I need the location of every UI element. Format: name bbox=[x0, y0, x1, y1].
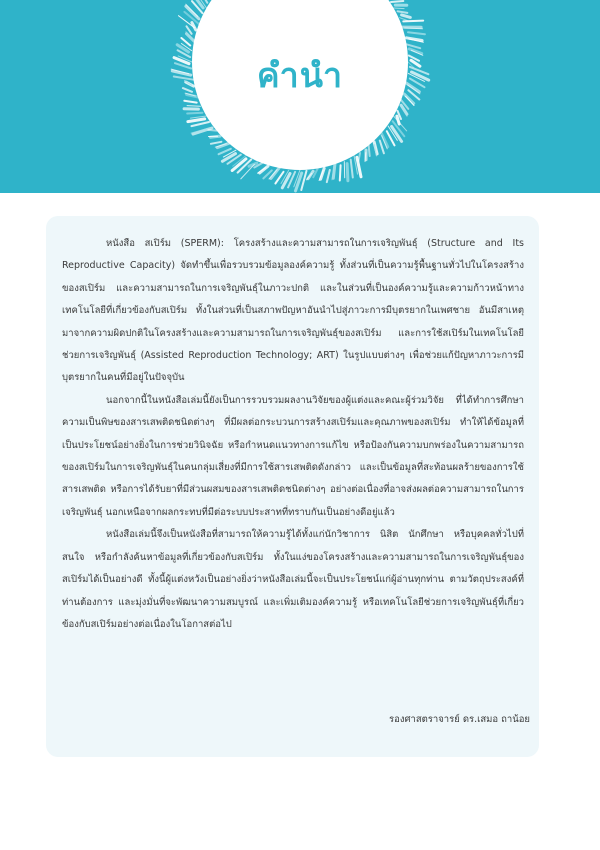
brush-stroke bbox=[391, 1, 403, 2]
header-banner bbox=[0, 0, 600, 193]
brush-stroke bbox=[408, 32, 425, 34]
brush-stroke bbox=[192, 122, 210, 126]
brush-stroke bbox=[402, 15, 411, 18]
brush-stroke bbox=[219, 149, 231, 154]
brush-stroke bbox=[321, 168, 325, 179]
brush-stroke bbox=[347, 164, 348, 181]
author-signature: รองศาสตราจารย์ ดร.เสมอ ถาน้อย bbox=[389, 714, 530, 725]
brush-stroke bbox=[188, 119, 205, 122]
brush-stroke bbox=[369, 145, 370, 156]
paragraph-3: หนังสือเล่มนี้จึงเป็นหนังสือที่สามารถให้ความรู้ได้ทั้งแก่นักวิชาการ นิสิต นักศึกษา หรือบุคคลทั่วไปที่สนใจ หรือกำลังค้นหาข้อมูลที่เกี่ยวข้องกับสเปิร์ม ทั้งในแง่ของโครงสร้างและความสามารถในการเจริญพันธุ์ของสเปิร์มได้เป็นอย่างดี ทั้งนี้ผู้แต่งหวังเป็นอย่างยิ่งว่าหนังสือเล่มนี้จะเป็นประโยชน์แก่ผู้อ่านทุกท่าน ตามวัตถุประสงค์ที่ท่านต้องการ และมุ่งมั่นที่จะพัฒนาความสมบูรณ์ และเพิ่มเติมองค์ความรู้ หรือเทคโนโลยีช่วยการเจริญพันธุ์ที่เกี่ยวข้องกับสเปิร์มอย่างต่อเนื่องในโอกาสต่อไป bbox=[62, 529, 524, 630]
brush-stroke bbox=[313, 169, 317, 178]
brush-stroke bbox=[193, 128, 212, 134]
paragraph-1: หนังสือ สเปิร์ม (SPERM): โครงสร้างและความสามารถในการเจริญพันธุ์ (Structure and Its Reproductive Capacity) จัดทำขึ้นเพื่อรวบรวมข้อมูลองค์ความรู้ ทั้งส่วนที่เป็นความรู้พื้นฐานทั่วไปในโครงสร้างของสเปิร์ม และความสามารถในการเจริญพันธุ์ในภาวะปกติ และในส่วนที่เป็นองค์ความรู้และความก้าวหน้าทางเทคโนโลยีที่เกี่ยวข้องกับสเปิร์ม ทั้งในส่วนที่เป็นสภาพปัญหาอันนำไปสู่ภาวะการมีบุตรยากในเพศชาย อันมีสาเหตุมาจากความผิดปกติในโครงสร้างและความสามารถในการเจริญพันธุ์ของสเปิร์ม และการใช้สเปิร์มในเทคโนโลยีช่วยการเจริญพันธุ์ (Assisted Reproduction Technology; ART) ในรูปแบบต่างๆ เพื่อช่วยแก้ปัญหาภาวะการมีบุตรยากในคนที่มีอยู่ในปัจจุบัน bbox=[62, 238, 524, 384]
brush-stroke bbox=[398, 11, 408, 13]
brush-stroke bbox=[351, 160, 353, 178]
brush-stroke bbox=[403, 21, 423, 22]
brush-stroke bbox=[327, 170, 330, 182]
page-title: คำนำ bbox=[256, 56, 344, 96]
brush-stroke bbox=[187, 106, 200, 107]
brush-stroke bbox=[380, 141, 384, 154]
brush-stroke bbox=[211, 142, 222, 144]
preface-body bbox=[62, 233, 524, 636]
brush-stroke bbox=[400, 18, 408, 21]
paragraph-2: นอกจากนี้ในหนังสือเล่มนี้ยังเป็นการรวบรวมผลงานวิจัยของผู้แต่งและคณะผู้ร่วมวิจัย ที่ได้ทำการศึกษาความเป็นพิษของสารเสพติดชนิดต่างๆ ที่มีผลต่อกระบวนการสร้างสเปิร์มและคุณภาพของสเปิร์ม ทำให้ได้ข้อมูลที่เป็นประโยชน์อย่างยิ่งในการช่วยวินิจฉัย หรือกำหนดแนวทางการแก้ไข หรือป้องกันความบกพร่องในความสามารถของสเปิร์มในการเจริญพันธุ์ในคนกลุ่มเสี่ยงที่มีการใช้สารเสพติดดังกล่าว และเป็นข้อมูลที่สะท้อนผลร้ายของการใช้สารเสพติด หรือการได้รับยาที่มีส่วนผสมของสารเสพติดชนิดต่างๆ อย่างต่อเนื่องที่อาจส่งผลต่อความสามารถในการเจริญพันธุ์ นอกเหนือจากผลกระทบที่มีต่อระบบประสาทที่ทราบกันเป็นอย่างดีอยู่แล้ว bbox=[62, 394, 524, 518]
brush-stroke bbox=[340, 165, 341, 180]
brush-stroke bbox=[187, 113, 202, 114]
brush-stroke bbox=[394, 8, 405, 9]
brush-stroke bbox=[381, 133, 387, 147]
